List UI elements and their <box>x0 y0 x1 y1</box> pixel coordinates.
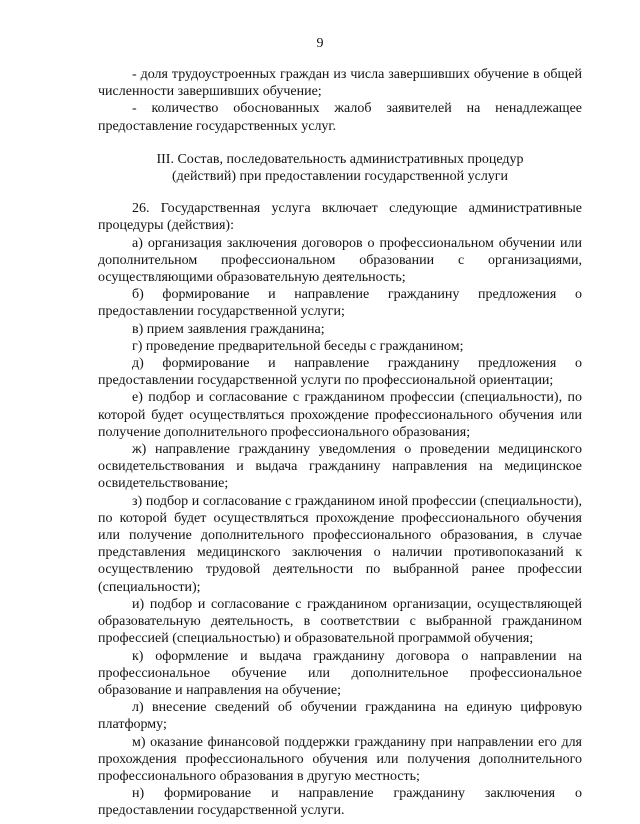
item-g: г) проведение предварительной беседы с гражданином; <box>132 338 464 354</box>
paragraph-indicator-complaints: - количество обоснованных жалоб заявителей на ненадлежащее предоставление государственных услуг. <box>98 101 582 134</box>
section-heading-line1: III. Состав, последовательность административных процедур <box>156 151 524 167</box>
item-m: м) оказание финансовой поддержки гражданину при направлении его для прохождения профессионального обучения или получения дополнительного профессионального образования в другую местность; <box>98 734 582 784</box>
paragraph-indicator-employed: - доля трудоустроенных граждан из числа завершивших обучение в общей численности завершивших обучение; <box>98 67 582 100</box>
item-a: а) организация заключения договоров о профессиональном обучении или дополнительном профессиональном образовании с организациями, осуществляющими образовательную деятельность; <box>98 235 582 286</box>
paragraph-26: 26. Государственная услуга включает следующие административные процедуры (действия): <box>98 201 582 234</box>
section-heading-line2: (действий) при предоставлении государственной услуги <box>171 169 509 185</box>
document-body <box>98 66 582 820</box>
item-n: н) формирование и направление гражданину заключения о предоставлении государственной услуги. <box>98 786 582 819</box>
item-e: е) подбор и согласование с гражданином профессии (специальности), по которой будет осуществляться прохождение профессионального обучения или получение дополнительного профессионального образования; <box>98 390 582 440</box>
item-v: в) прием заявления гражданина; <box>132 321 325 337</box>
item-d: д) формирование и направление гражданину предложения о предоставлении государственной услуги по профессиональной ориентации; <box>98 356 582 389</box>
item-z: з) подбор и согласование с гражданином иной профессии (специальности), по которой будет осуществляться прохождение профессионального обучения или получение дополнительного профессионального образования, в случае представления медицинского заключения о наличии противопоказаний к осуществлению трудовой деятельности по выбранной ранее профессии (специальности); <box>98 493 582 595</box>
item-l: л) внесение сведений об обучении гражданина на единую цифровую платформу; <box>98 700 582 733</box>
item-k: к) оформление и выдача гражданину договора о направлении на профессиональное обучение или дополнительное профессиональное образование и направления на обучение; <box>98 648 582 698</box>
item-zh: ж) направление гражданину уведомления о проведении медицинского освидетельствования и выдача гражданину направления на медицинское освидетельствование; <box>98 442 582 492</box>
section-heading <box>98 151 582 185</box>
page-number: 9 <box>316 36 324 51</box>
item-b: б) формирование и направление гражданину предложения о предоставлении государственной услуги; <box>98 287 582 320</box>
item-i: и) подбор и согласование с гражданином организации, осуществляющей образовательную деятельность, в соответствии с выбранной гражданином профессией (специальностью) и образовательной программой обучения; <box>98 596 582 647</box>
